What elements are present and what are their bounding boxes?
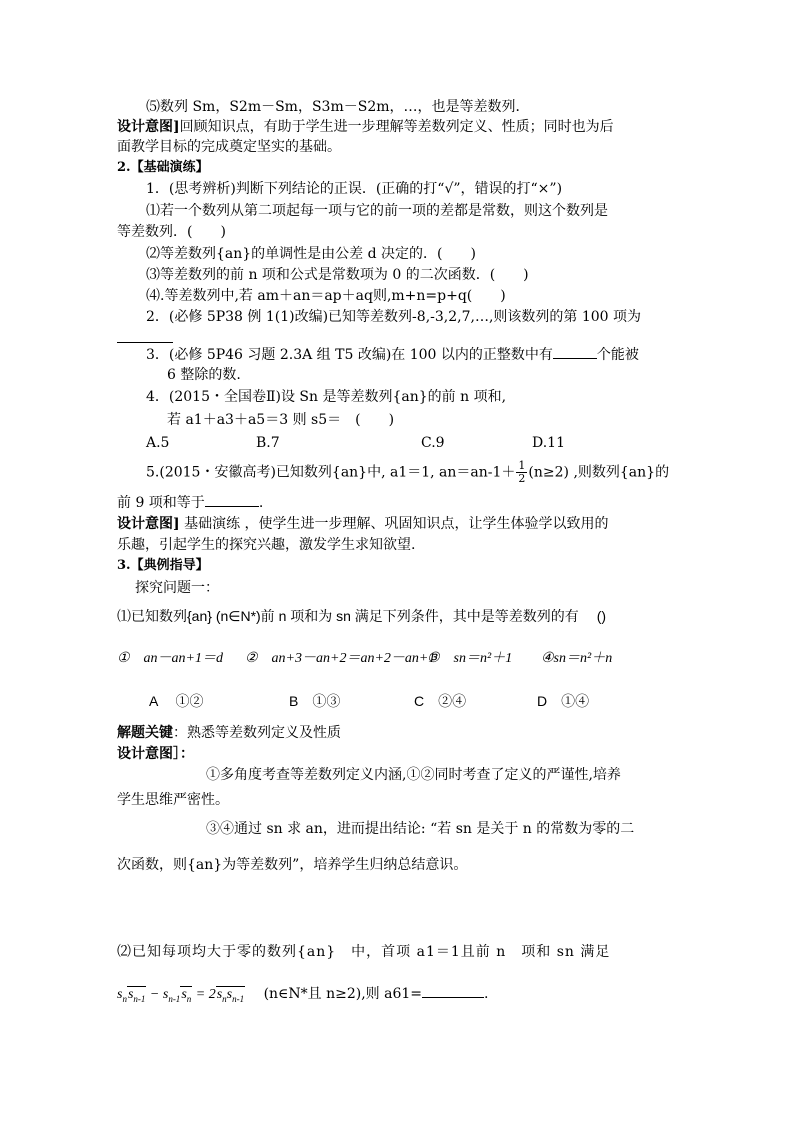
design-intent-3-point-2-cont: 次函数，则{an}为等差数列”，培养学生归纳总结意识。	[117, 857, 468, 873]
question-1-2: ⑵等差数列{an}的单调性是由公差 d 决定的．( )	[146, 246, 476, 262]
question-1-3: ⑶等差数列的前 n 项和公式是常数项为 0 的二次函数．( )	[146, 267, 529, 283]
design-intent-2: 设计意图] 基础演练 ，使学生进一步理解、巩固知识点，让学生体验学以致用的	[117, 516, 609, 532]
option-d[interactable]: D.11	[532, 435, 565, 451]
problem-2-equation: $s_ns_{n-1} - s_{n-1}s_n = 2s_ns_{n-1}$	[117, 987, 245, 1004]
design-intent-1-cont: 面教学目标的完成奠定坚实的基础。	[117, 139, 341, 155]
option-c[interactable]: C.9	[421, 435, 445, 451]
choice-c[interactable]: C ②④	[414, 693, 467, 709]
solution-key: 解题关键：熟悉等差数列定义及性质	[117, 725, 341, 741]
design-intent-3-point-1: ①多角度考查等差数列定义内涵,①②同时考查了定义的严谨性,培养	[206, 767, 621, 783]
section-heading-example-guidance: 3.【典例指导】	[117, 558, 209, 573]
condition-2: ② an+3－an+2＝an+2－an+1	[245, 651, 436, 666]
condition-3: ③ sn＝n²＋1	[427, 651, 513, 666]
condition-4: ④sn＝n²＋n	[541, 651, 613, 666]
question-1-intro: 1．(思考辨析)判断下列结论的正误．(正确的打“√”，错误的打“×”)	[146, 181, 563, 197]
design-intent-3-point-2: ③④通过 sn 求 an，进而提出结论: “若 sn 是关于 n 的常数为零的二	[206, 821, 635, 837]
design-intent-3-label: 设计意图］：	[117, 746, 194, 762]
question-4-cont: 若 a1＋a3＋a5＝3 则 s5＝ ( )	[167, 412, 395, 428]
design-intent-3-point-1-cont: 学生思维严密性。	[117, 792, 229, 808]
question-2: 2．(必修 5P38 例 1(1)改编)已知等差数列-8,-3,2,7,…,则该数列的第 100 项为	[146, 309, 642, 325]
question-5-blank[interactable]	[205, 494, 259, 507]
question-5-cont: 前 9 项和等于 .	[117, 495, 264, 511]
choice-a[interactable]: A ①②	[149, 693, 204, 709]
problem-2-blank[interactable]	[422, 985, 484, 998]
fraction-one-half: $\frac{1}{2}$	[518, 459, 526, 485]
question-3: 3．(必修 5P46 习题 2.3A 组 T5 改编)在 100 以内的正整数中有 个能被	[146, 347, 639, 363]
choice-b[interactable]: B ①③	[289, 693, 341, 709]
design-intent-2-cont: 乐趣，引起学生的探究兴趣，激发学生求知欲望.	[117, 537, 416, 553]
question-5: 5.(2015・安徽高考)已知数列{an}中, a1＝1, an＝an-1＋ $\frac{1}{2}$ (n≥2) ,则数列{an}的	[146, 459, 670, 485]
recap-item-5: ⑸数列 Sm，S2m－Sm，S3m－S2m，…，也是等差数列．	[146, 99, 530, 115]
question-3-blank[interactable]	[553, 346, 597, 359]
option-b[interactable]: B.7	[256, 435, 280, 451]
problem-1: ⑴已知数列{an} (n∈N*)前 n 项和为 sn 满足下列条件，其中是等差数列的有 ()	[117, 608, 607, 624]
question-3-cont: 6 整除的数.	[167, 367, 241, 383]
question-4: 4．(2015・全国卷Ⅱ)设 Sn 是等差数列{an}的前 n 项和,	[146, 389, 507, 405]
design-intent-1: 设计意图]回顾知识点，有助于学生进一步理解等差数列定义、性质；同时也为后	[117, 119, 614, 135]
option-a[interactable]: A.5	[146, 435, 170, 451]
question-1-4: ⑷.等差数列中,若 am＋an＝ap＋aq则,m+n=p+q( )	[146, 288, 506, 304]
problem-2-cont: $s_ns_{n-1} - s_{n-1}s_n = 2s_ns_{n-1}$ (n∈N*且 n≥2),则 a61= .	[117, 986, 489, 1004]
choice-d[interactable]: D ①④	[537, 693, 590, 709]
problem-2: ⑵已知每项均大于零的数列{an} 中，首项 a1＝1且前 n 项和 sn 满足	[117, 944, 611, 960]
explore-problem-1: 探究问题一：	[135, 579, 219, 595]
condition-1: ① an－an+1＝d	[117, 651, 223, 666]
question-1-1: ⑴若一个数列从第二项起每一项与它的前一项的差都是常数，则这个数列是	[146, 203, 608, 219]
question-1-1-cont: 等差数列．( )	[117, 224, 226, 240]
section-heading-basic-practice: 2.【基础演练】	[117, 160, 209, 175]
